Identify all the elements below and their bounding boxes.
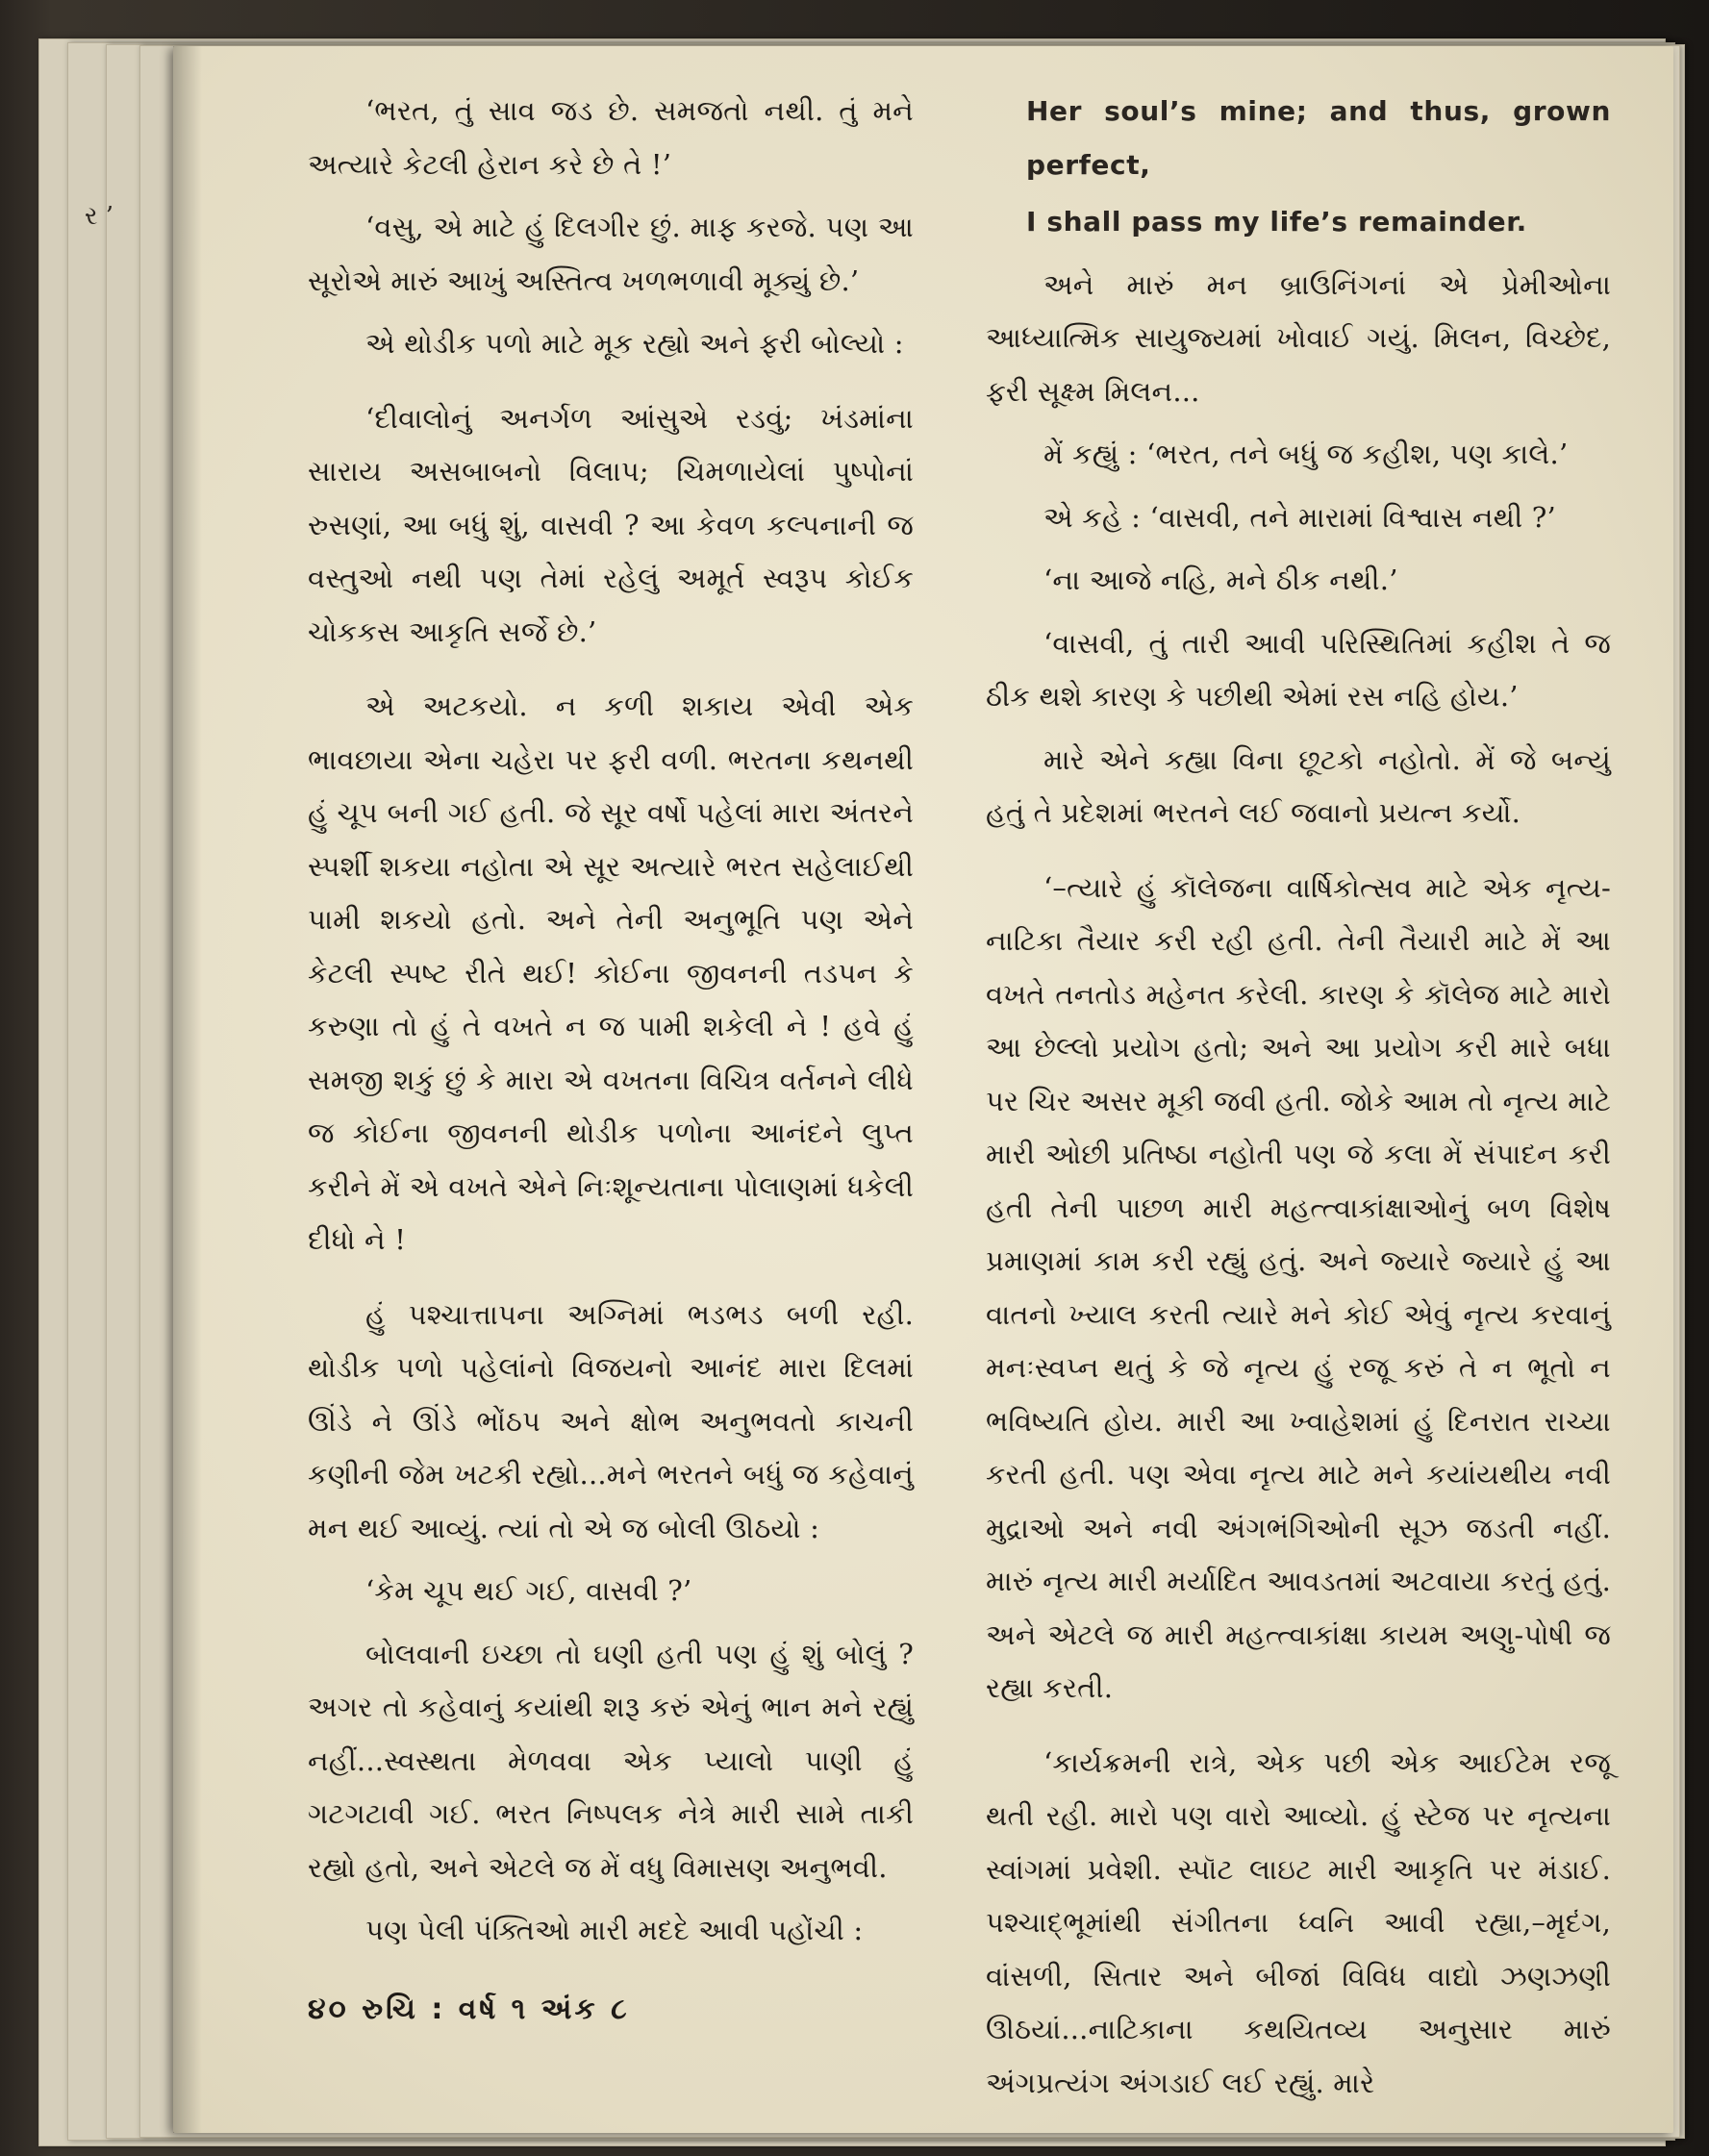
paragraph: ‘ના આજે નહિ, મને ઠીક નથી.’: [1043, 564, 1398, 596]
verse-line: Her soul’s mine; and thus, grown perfect,: [1026, 95, 1611, 181]
verse-line: I shall pass my life’s remainder.: [1026, 206, 1527, 238]
right-column: [986, 85, 1611, 2119]
page-gutter-shadow: [173, 46, 202, 2133]
paragraph: મેં કહ્યું : ‘ભરત, તને બધું જ કહીશ, પણ કાલે.’: [1043, 438, 1569, 470]
paragraph: પણ પેલી પંક્તિઓ મારી મદદે આવી પહોંચી :: [365, 1914, 864, 1946]
paragraph: એ અટકયો. ન કળી શકાય એવી એક ભાવછાયા એના ચહેરા પર ફરી વળી. ભરતના કથનથી હું ચૂપ બની ગઈ હતી. જે સૂર વર્ષો પહેલાં મારા અંતરને સ્પર્શી શકયા નહોતા એ સૂર અત્યારે ભરત સહેલાઈથી પામી શકયો હતો. અને તેની અનુભૂતિ પણ એને કેટલી સ્પષ્ટ રીતે થઈ! કોઈના જીવનની તડપન કે કરુણા તો હું તે વખતે ન જ પામી શકેલી ને ! હવે હું સમજી શકું છું કે મારા એ વખતના વિચિત્ર વર્તનને લીધે જ કોઈના જીવનની થોડીક પળોના આનંદને લુપ્ત કરીને મેં એ વખતે એને નિઃશૂન્યતાના પોલાણમાં ધકેલી દીધો ને !: [308, 689, 914, 1256]
paragraph: ‘–ત્યારે હું કૉલેજના વાર્ષિકોત્સવ માટે એક નૃત્ય-નાટિકા તૈયાર કરી રહી હતી. તેની તૈયારી માટે મેં આ વખતે તનતોડ મહેનત કરેલી. કારણ કે કૉલેજ માટે મારો આ છેલ્લો પ્રયોગ હતો; અને આ પ્રયોગ કરી મારે બધા પર ચિર અસર મૂકી જવી હતી. જોકે આમ તો નૃત્ય માટે મારી ઓછી પ્રતિષ્ઠા નહોતી પણ જે કલા મેં સંપાદન કરી હતી તેની પાછળ મારી મહત્ત્વાકાંક્ષાઓનું બળ વિશેષ પ્રમાણમાં કામ કરી રહ્યું હતું. અને જ્યારે જ્યારે હું આ વાતનો ખ્યાલ કરતી ત્યારે મને કોઈ એવું નૃત્ય કરવાનું મનઃસ્વપ્ન થતું કે જે નૃત્ય હું રજૂ કરું તે ન ભૂતો ન ભવિષ્યતિ હોય. મારી આ ખ્વાહેશમાં હું દિનરાત રાચ્યા કરતી હતી. પણ એવા નૃત્ય માટે મને કયાંયથીય નવી મુદ્રાઓ અને નવી અંગભંગિઓની સૂઝ જડતી નહીં. મારું નૃત્ય મારી મર્યાદિત આવડતમાં અટવાયા કરતું હતું. અને એટલે જ મારી મહત્ત્વાકાંક્ષા કાયમ અણુ-પોષી જ રહ્યા કરતી.: [986, 870, 1611, 1704]
paragraph: અને મારું મન બ્રાઉનિંગનાં એ પ્રેમીઓના આધ્યાત્મિક સાયુજ્યમાં ખોવાઈ ગયું. મિલન, વિચ્છેદ, ફરી સૂક્ષ્મ મિલન...: [986, 267, 1611, 408]
margin-mark: ર ’: [85, 202, 113, 231]
left-column: [308, 85, 914, 1968]
page-footer: ૪૦ રુચિ : વર્ષ ૧ અંક ૮: [308, 1993, 630, 2026]
paragraph: મારે એને કહ્યા વિના છૂટકો નહોતો. મેં જે બન્યું હતું તે પ્રદેશમાં ભરતને લઈ જવાનો પ્રયત્ન કર્યો.: [986, 742, 1611, 829]
paragraph: હું પશ્ચાત્તાપના અગ્નિમાં ભડભડ બળી રહી. થોડીક પળો પહેલાંનો વિજયનો આનંદ મારા દિલમાં ઊંડે ને ઊંડે ભોંઠપ અને ક્ષોભ અનુભવતો કાચની કણીની જેમ ખટકી રહ્યો...મને ભરતને બધું જ કહેવાનું મન થઈ આવ્યું. ત્યાં તો એ જ બોલી ઊઠયો :: [308, 1297, 914, 1544]
paragraph: ‘વસુ, એ માટે હું દિલગીર છું. માફ કરજે. પણ આ સૂરોએ મારું આખું અસ્તિત્વ ખળભળાવી મૂક્યું છે.’: [308, 211, 914, 297]
paragraph: ‘કાર્યક્રમની રાત્રે, એક પછી એક આઈટેમ રજૂ થતી રહી. મારો પણ વારો આવ્યો. હું સ્ટેજ પર નૃત્યના સ્વાંગમાં પ્રવેશી. સ્પૉટ લાઇટ મારી આકૃતિ પર મંડાઈ. પશ્ચાદ્ભૂમાંથી સંગીતના ધ્વનિ આવી રહ્યા,–મૃદંગ, વાંસળી, સિતાર અને બીજાં વિવિધ વાદ્યો ઝણઝણી ઊઠયાં...નાટિકાના કથયિતવ્ય અનુસાર મારું અંગપ્રત્યંગ અંગડાઈ લઈ રહ્યું. મારે: [986, 1745, 1611, 2099]
paragraph: ‘વાસવી, તું તારી આવી પરિસ્થિતિમાં કહીશ તે જ ઠીક થશે કારણ કે પછીથી એમાં રસ નહિ હોય.’: [986, 626, 1611, 713]
paragraph: ‘ભરત, તું સાવ જડ છે. સમજતો નથી. તું મને અત્યારે કેટલી હેરાન કરે છે તે !’: [308, 94, 914, 181]
paragraph: બોલવાની ઇચ્છા તો ઘણી હતી પણ હું શું બોલું ? અગર તો કહેવાનું કયાંથી શરૂ કરું એનું ભાન મને રહ્યું નહીં...સ્વસ્થતા મેળવવા એક પ્યાલો પાણી હું ગટગટાવી ગઈ. ભરત નિષ્પલક નેત્રે મારી સામે તાકી રહ્યો હતો, અને એટલે જ મેં વધુ વિમાસણ અનુભવી.: [308, 1637, 914, 1884]
paragraph: એ થોડીક પળો માટે મૂક રહ્યો અને ફરી બોલ્યો :: [365, 327, 904, 360]
paragraph: ‘દીવાલોનું અનર્ગળ આંસુએ રડવું; ખંડમાંના સારાય અસબાબનો વિલાપ; ચિમળાયેલાં પુષ્પોનાં રુસણાં, આ બધું શું, વાસવી ? આ કેવળ કલ્પનાની જ વસ્તુઓ નથી પણ તેમાં રહેલું અમૂર્ત સ્વરૂપ કોઈક ચોકકસ આકૃતિ સર્જે છે.’: [308, 401, 914, 648]
paragraph: ‘કેમ ચૂપ થઈ ગઈ, વાસવી ?’: [365, 1574, 692, 1607]
paragraph: એ કહે : ‘વાસવી, તને મારામાં વિશ્વાસ નથી ?’: [1043, 500, 1556, 534]
